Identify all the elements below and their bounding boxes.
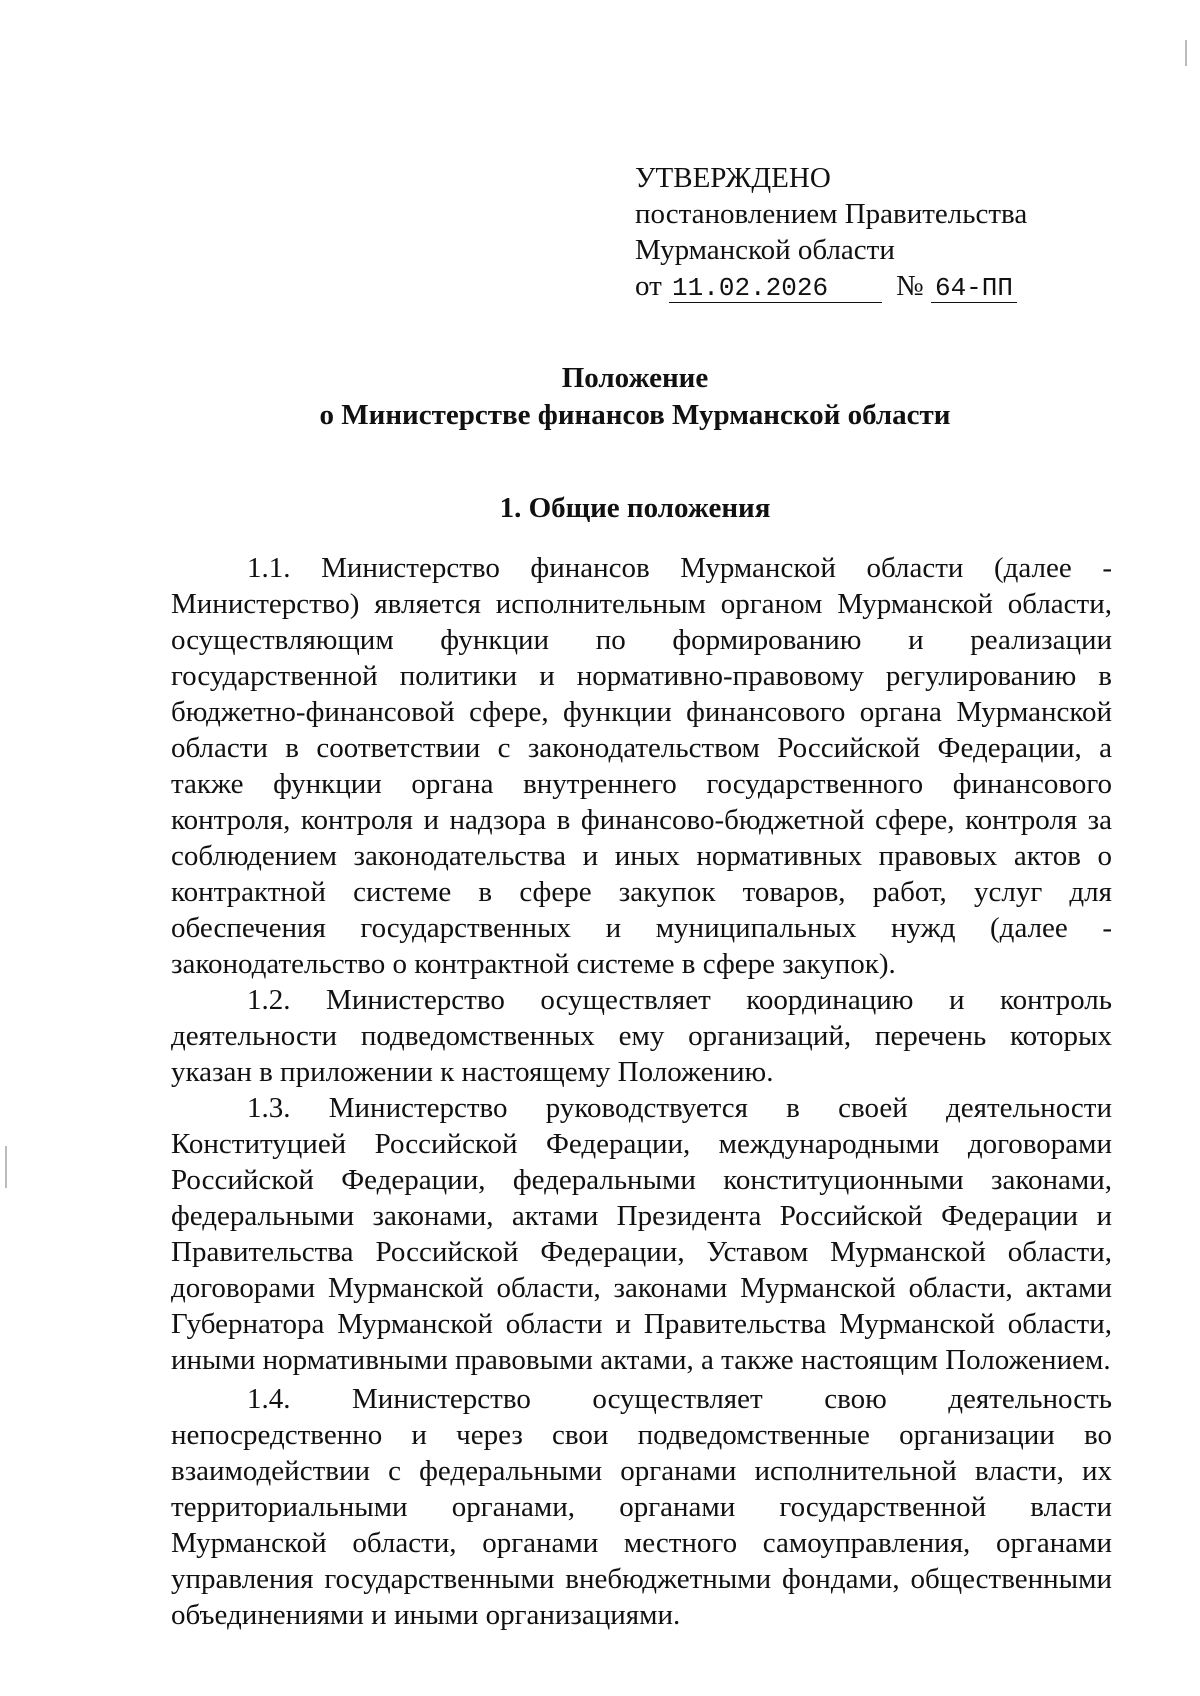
paragraph-1-1: 1.1. Министерство финансов Мурманской области (далее - Министерство) является исполнительным органом Мурманской области, осуществляющим функции по формированию и реализации государственной политики и нормативно-правовому регулированию в бюджетно-финансовой сфере, функции финансового органа Мурманской области в соответствии с законодательством Российской Федерации, а также функции органа внутреннего государственного финансового контроля, контроля и надзора в финансово-бюджетной сфере, контроля за соблюдением законодательства и иных нормативных правовых актов о контрактной системе в сфере закупок товаров, работ, услуг для обеспечения государственных и муниципальных нужд (далее - законодательство о контрактной системе в сфере закупок). (171, 552, 1112, 980)
approval-heading: УТВЕРЖДЕНО (635, 162, 831, 194)
paragraph-1-2: 1.2. Министерство осуществляет координацию и контроль деятельности подведомственных ему организаций, перечень которых указан в приложении к настоящему Положению. (171, 984, 1112, 1088)
title-line-2: о Министерстве финансов Мурманской области (319, 399, 951, 431)
document-body (171, 550, 1112, 1633)
paragraph-1-4: 1.4. Министерство осуществляет свою деятельность непосредственно и через свои подведомственные организации во взаимодействии с федеральными органами исполнительной власти, их территориальными органами, органами государственной власти Мурманской области, органами местного самоуправления, органами управления государственными внебюджетными фондами, общественными объединениями и иными организациями. (171, 1383, 1112, 1631)
scan-edge-mark-left (5, 1146, 7, 1188)
approval-stamp-block (635, 160, 1027, 304)
number-prefix: № (896, 270, 924, 302)
date-prefix: от (635, 270, 662, 302)
paragraph-1-3: 1.3. Министерство руководствуется в своей деятельности Конституцией Российской Федерации, международными договорами Российской Федерации, федеральными конституционными законами, федеральными законами, актами Президента Российской Федерации и Правительства Российской Федерации, Уставом Мурманской области, договорами Мурманской области, законами Мурманской области, актами Губернатора Мурманской области и Правительства Мурманской области, иными нормативными правовыми актами, а также настоящим Положением. (171, 1092, 1112, 1376)
approval-line-2: Мурманской области (635, 234, 895, 266)
document-title (0, 360, 1200, 434)
date-value: 11.02.2026 (669, 274, 882, 303)
title-line-1: Положение (561, 362, 709, 394)
number-value: 64-ПП (931, 274, 1017, 303)
approval-date-line (635, 268, 1027, 304)
scan-edge-mark-right (1185, 40, 1187, 66)
approval-line-1: постановлением Правительства (635, 198, 1028, 230)
section-heading: 1. Общие положения (499, 492, 771, 524)
